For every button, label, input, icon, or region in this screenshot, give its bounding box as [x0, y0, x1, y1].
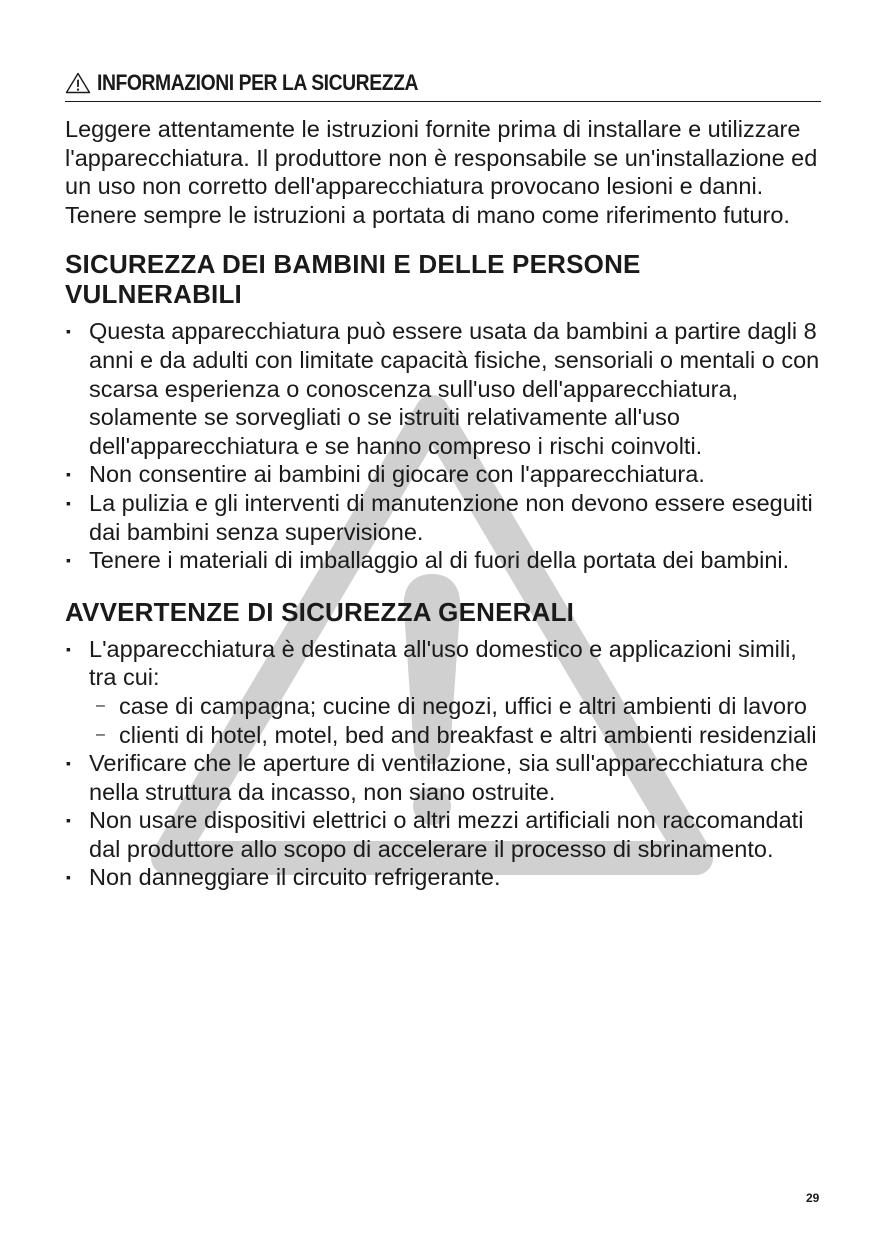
dash-icon: –	[96, 725, 105, 743]
dash-icon: –	[96, 696, 105, 714]
list-item: ▪ Non consentire ai bambini di giocare con l'apparecchiatura.	[66, 461, 705, 488]
general-safety-heading: AVVERTENZE DI SICUREZZA GENERALI	[65, 596, 575, 627]
children-safety-heading: SICUREZZA DEI BAMBINI E DELLE PERSONE VULNERABILI	[65, 249, 641, 310]
children-safety-list	[65, 317, 821, 574]
bullet-icon: ▪	[66, 640, 71, 657]
page-number: 29	[806, 1191, 820, 1205]
list-item: ▪ L'apparecchiatura è destinata all'uso domestico e applicazioni simili, tra cui: – case di campagna; cucine di negozi, uffici e altri ambienti di lavoro – clienti di hotel, motel, bed and breakfast e altri ambienti residenziali	[65, 635, 821, 749]
sub-list-item: – case di campagna; cucine di negozi, uffici e altri ambienti di lavoro	[96, 692, 807, 719]
sub-list	[89, 692, 821, 749]
bullet-icon: ▪	[66, 323, 71, 340]
general-safety-list	[65, 635, 821, 892]
list-item: ▪ Non usare dispositivi elettrici o altri mezzi artificiali non raccomandati dal produttore allo scopo di accelerare il processo di sbrinamento.	[66, 807, 804, 862]
bullet-icon: ▪	[66, 755, 71, 772]
page-title: INFORMAZIONI PER LA SICUREZZA	[97, 70, 419, 95]
list-item: ▪ Non danneggiare il circuito refrigerante.	[66, 864, 501, 891]
sub-list-item: – clienti di hotel, motel, bed and breakfast e altri ambienti residenziali	[96, 721, 817, 748]
bullet-icon: ▪	[66, 552, 71, 569]
page-content	[65, 70, 821, 914]
list-item: ▪ Questa apparecchiatura può essere usata da bambini a partire dagli 8 anni e da adulti con limitate capacità fisiche, sensoriali o mentali o con scarsa esperienza o conoscenza sull'uso dell'apparecchiatura, solamente se sorvegliati o se istruiti relativamente all'uso dell'apparecchiatura e se hanno compreso i rischi coinvolti.	[66, 318, 820, 459]
list-item: ▪ La pulizia e gli interventi di manutenzione non devono essere eseguiti dai bambini senza supervisione.	[66, 489, 813, 545]
bullet-icon: ▪	[66, 812, 71, 829]
list-item: ▪ Verificare che le aperture di ventilazione, sia sull'apparecchiatura che nella struttura da incasso, non siano ostruite.	[66, 750, 809, 805]
warning-triangle-icon	[65, 72, 91, 94]
section-header	[65, 70, 821, 102]
intro-paragraph: Leggere attentamente le istruzioni fornite prima di installare e utilizzare l'apparecchiatura. Il produttore non è responsabile se un'installazione ed un uso non corretto dell'apparecchiatura provocano lesioni e danni. Tenere sempre le istruzioni a portata di mano come riferimento futuro.	[65, 116, 818, 228]
bullet-icon: ▪	[66, 494, 71, 511]
bullet-icon: ▪	[66, 869, 71, 886]
list-item: ▪ Tenere i materiali di imballaggio al di fuori della portata dei bambini.	[66, 547, 790, 574]
bullet-icon: ▪	[66, 466, 71, 483]
